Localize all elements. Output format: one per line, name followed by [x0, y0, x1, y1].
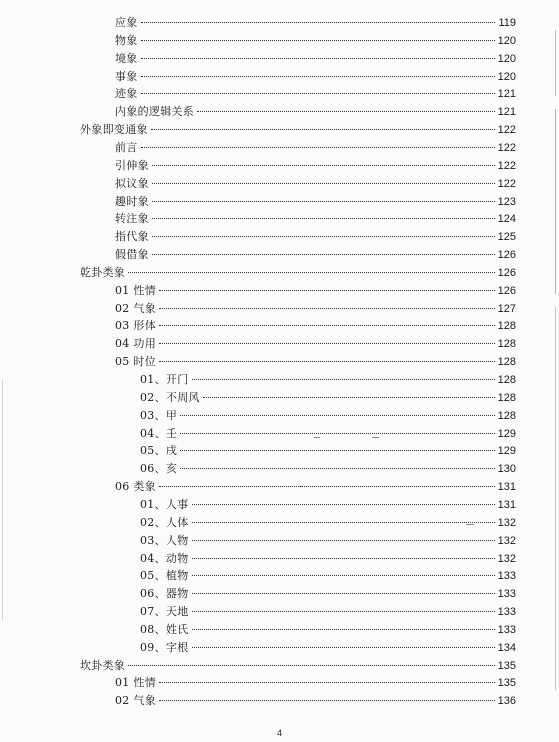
- dot-leader: [159, 682, 495, 683]
- toc-entry-page: 129: [497, 445, 516, 458]
- toc-entry[interactable]: [115, 157, 516, 175]
- toc-entry[interactable]: [115, 175, 516, 193]
- toc-entry-page: 121: [497, 88, 516, 101]
- dot-leader: [159, 343, 495, 344]
- toc-entry-title: 05 时位: [115, 355, 156, 369]
- toc-entry[interactable]: [115, 228, 516, 246]
- toc-entry-page: 122: [497, 177, 516, 190]
- dot-leader: [192, 558, 495, 559]
- toc-entry-page: 125: [497, 231, 516, 244]
- toc-entry[interactable]: [140, 603, 516, 621]
- toc-entry[interactable]: [115, 246, 516, 264]
- toc-entry-title: 05、植物: [140, 569, 189, 583]
- dot-leader: [141, 76, 495, 77]
- toc-entry-title: 指代象: [115, 230, 149, 244]
- toc-entry-page: 128: [497, 374, 516, 386]
- toc-entry-title: 04、壬: [140, 426, 178, 440]
- toc-entry-page: 120: [497, 34, 516, 47]
- toc-entry[interactable]: [115, 478, 516, 496]
- toc-entry-page: 132: [497, 552, 516, 565]
- toc-entry-page: 127: [497, 302, 516, 315]
- dot-leader: [180, 450, 494, 451]
- toc-entry-title: 06、亥: [140, 462, 178, 476]
- toc-entry-page: 135: [497, 659, 516, 672]
- toc-entry-page: 130: [497, 463, 516, 476]
- toc-entry[interactable]: [140, 496, 516, 514]
- dot-leader: [152, 183, 495, 184]
- toc-entry-page: 128: [497, 338, 516, 351]
- toc-entry-page: 132: [497, 534, 516, 547]
- dot-leader: [128, 272, 494, 273]
- toc-entry-title: 03 形体: [115, 319, 156, 333]
- toc-entry-title: 迹象: [115, 87, 138, 101]
- toc-entry[interactable]: [140, 407, 516, 425]
- toc-entry-title: 01 性情: [115, 676, 156, 690]
- dot-leader: [159, 486, 495, 487]
- toc-entry[interactable]: [80, 121, 516, 139]
- dot-leader: [192, 379, 495, 380]
- toc-entry[interactable]: [140, 389, 516, 407]
- toc-entry[interactable]: [140, 585, 516, 603]
- dot-leader: [180, 433, 494, 434]
- toc-entry[interactable]: [115, 317, 516, 335]
- toc-entry[interactable]: [115, 68, 516, 86]
- toc-entry-page: 123: [497, 195, 516, 208]
- toc-entry-title: 06 类象: [115, 480, 156, 494]
- dot-leader: [159, 308, 495, 309]
- dot-leader: [192, 647, 495, 648]
- toc-entry-title: 04、动物: [140, 551, 189, 565]
- dot-leader: [141, 22, 496, 23]
- toc-entry-title: 08、姓氏: [140, 622, 189, 636]
- toc-entry-title: 09、字根: [140, 640, 189, 654]
- dot-leader: [152, 236, 495, 237]
- dot-leader: [197, 111, 495, 112]
- dot-leader: [180, 468, 494, 469]
- toc-entry-page: 122: [497, 159, 516, 172]
- toc-entry[interactable]: [115, 50, 516, 68]
- toc-entry[interactable]: [115, 353, 516, 371]
- toc-entry-title: 境象: [115, 51, 138, 65]
- dot-leader: [141, 147, 495, 148]
- toc-entry-page: 120: [497, 52, 516, 65]
- dot-leader: [203, 397, 495, 398]
- dot-leader: [192, 575, 495, 576]
- toc-entry-page: 133: [497, 588, 516, 601]
- toc-entry-title: 07、天地: [140, 605, 189, 619]
- toc-entry-title: 应象: [115, 16, 138, 29]
- dot-leader: [152, 165, 495, 166]
- toc-entry[interactable]: [115, 193, 516, 211]
- toc-entry-page: 134: [497, 641, 516, 654]
- toc-entry-page: 128: [497, 356, 516, 369]
- toc-entry-title: 01 性情: [115, 283, 156, 297]
- dot-leader: [192, 629, 495, 630]
- toc-entry-title: 01、人事: [140, 497, 189, 511]
- toc-entry-page: 126: [497, 266, 516, 279]
- toc-entry-title: 引伸象: [115, 158, 149, 172]
- toc-entry[interactable]: [115, 32, 516, 50]
- dot-leader: [192, 611, 495, 612]
- toc-entry-title: 转注象: [115, 212, 149, 226]
- toc-entry-page: 135: [497, 677, 516, 690]
- toc-entry-page: 128: [497, 320, 516, 333]
- toc-entry-page: 124: [497, 213, 516, 226]
- toc-entry-title: 02、不周风: [140, 390, 200, 404]
- toc-entry-page: 126: [497, 284, 516, 297]
- toc-entry[interactable]: [115, 139, 516, 157]
- toc-entry-title: 03、人物: [140, 533, 189, 547]
- dot-leader: [159, 290, 495, 291]
- toc-entry-title: 坎卦类象: [80, 658, 126, 672]
- toc-entry-page: 121: [497, 106, 516, 119]
- toc-entry[interactable]: [140, 442, 516, 460]
- toc-entry-title: 02 气象: [115, 694, 156, 708]
- toc-entry-title: 事象: [115, 69, 138, 83]
- toc-entry-title: 02、人体: [140, 515, 189, 529]
- toc-entry[interactable]: [140, 460, 516, 478]
- toc-entry-page: 133: [497, 606, 516, 619]
- toc-entry[interactable]: [140, 621, 516, 639]
- dot-leader: [152, 254, 495, 255]
- dot-leader: [159, 361, 495, 362]
- toc-entry[interactable]: [80, 264, 516, 282]
- toc-entry-page: 128: [497, 409, 516, 422]
- toc-entry-page: 129: [497, 427, 516, 440]
- toc-entry[interactable]: [115, 300, 516, 318]
- toc-entry[interactable]: [115, 674, 516, 692]
- toc-entry-page: 136: [497, 695, 516, 708]
- toc-entry[interactable]: [140, 371, 516, 389]
- toc-entry[interactable]: [140, 425, 516, 443]
- toc-entry[interactable]: [140, 514, 516, 532]
- toc-entry-title: 假借象: [115, 248, 149, 262]
- toc-entry[interactable]: [140, 639, 516, 657]
- toc-entry-page: 131: [497, 481, 516, 494]
- dot-leader: [152, 201, 495, 202]
- dot-leader: [180, 415, 494, 416]
- dot-leader: [128, 665, 494, 666]
- dot-leader: [192, 540, 495, 541]
- toc-entry[interactable]: [140, 567, 516, 585]
- toc-entry-title: 02 气象: [115, 301, 156, 315]
- toc-entry-title: 乾卦类象: [80, 265, 126, 279]
- toc-entry-title: 03、甲: [140, 408, 178, 422]
- toc-entry-page: 128: [497, 391, 516, 404]
- page-number: 4: [276, 728, 282, 738]
- toc-entry[interactable]: [115, 85, 516, 103]
- toc-entry[interactable]: [115, 335, 516, 353]
- toc-entry-page: 133: [497, 570, 516, 583]
- toc-entry-title: 前言: [115, 140, 138, 154]
- toc-entry-title: 内象的逻辑关系: [115, 105, 195, 119]
- dot-leader: [192, 593, 495, 594]
- dot-leader: [141, 93, 495, 94]
- toc-entry[interactable]: [115, 14, 516, 32]
- dot-leader: [141, 58, 495, 59]
- toc-entry-page: 122: [497, 141, 516, 154]
- toc-entry[interactable]: [80, 657, 516, 675]
- dot-leader: [159, 325, 495, 326]
- toc-entry[interactable]: [140, 550, 516, 568]
- dot-leader: [151, 129, 495, 130]
- dot-leader: [192, 522, 495, 523]
- dot-leader: [192, 504, 495, 505]
- toc-entry-title: 趣时象: [115, 194, 149, 208]
- toc-entry[interactable]: [115, 103, 516, 121]
- toc-entry[interactable]: [115, 692, 516, 710]
- toc-entry-page: 120: [497, 70, 516, 83]
- toc-entry[interactable]: [140, 532, 516, 550]
- toc-entry-page: 131: [497, 498, 516, 511]
- toc-entry-title: 拟议象: [115, 176, 149, 190]
- toc-entry[interactable]: [115, 282, 516, 300]
- toc-entry-title: 05、戌: [140, 444, 178, 458]
- toc-entry-title: 06、器物: [140, 587, 189, 601]
- toc-entry-page: 119: [498, 17, 516, 29]
- toc-entry-page: 126: [497, 249, 516, 262]
- scan-edge-right: [555, 30, 556, 690]
- toc-entry-page: 132: [497, 516, 516, 529]
- dot-leader: [159, 700, 495, 701]
- toc-entry-title: 外象即变通象: [80, 123, 148, 137]
- toc-entry-title: 物象: [115, 33, 138, 47]
- toc-entry-page: 122: [497, 124, 516, 137]
- toc-entry-page: 133: [497, 623, 516, 636]
- scan-edge-left: [2, 380, 3, 620]
- toc-entry[interactable]: [115, 210, 516, 228]
- dot-leader: [141, 40, 495, 41]
- dot-leader: [152, 218, 495, 219]
- toc-entry-title: 01、开门: [140, 373, 189, 386]
- toc-entry-title: 04 功用: [115, 337, 156, 351]
